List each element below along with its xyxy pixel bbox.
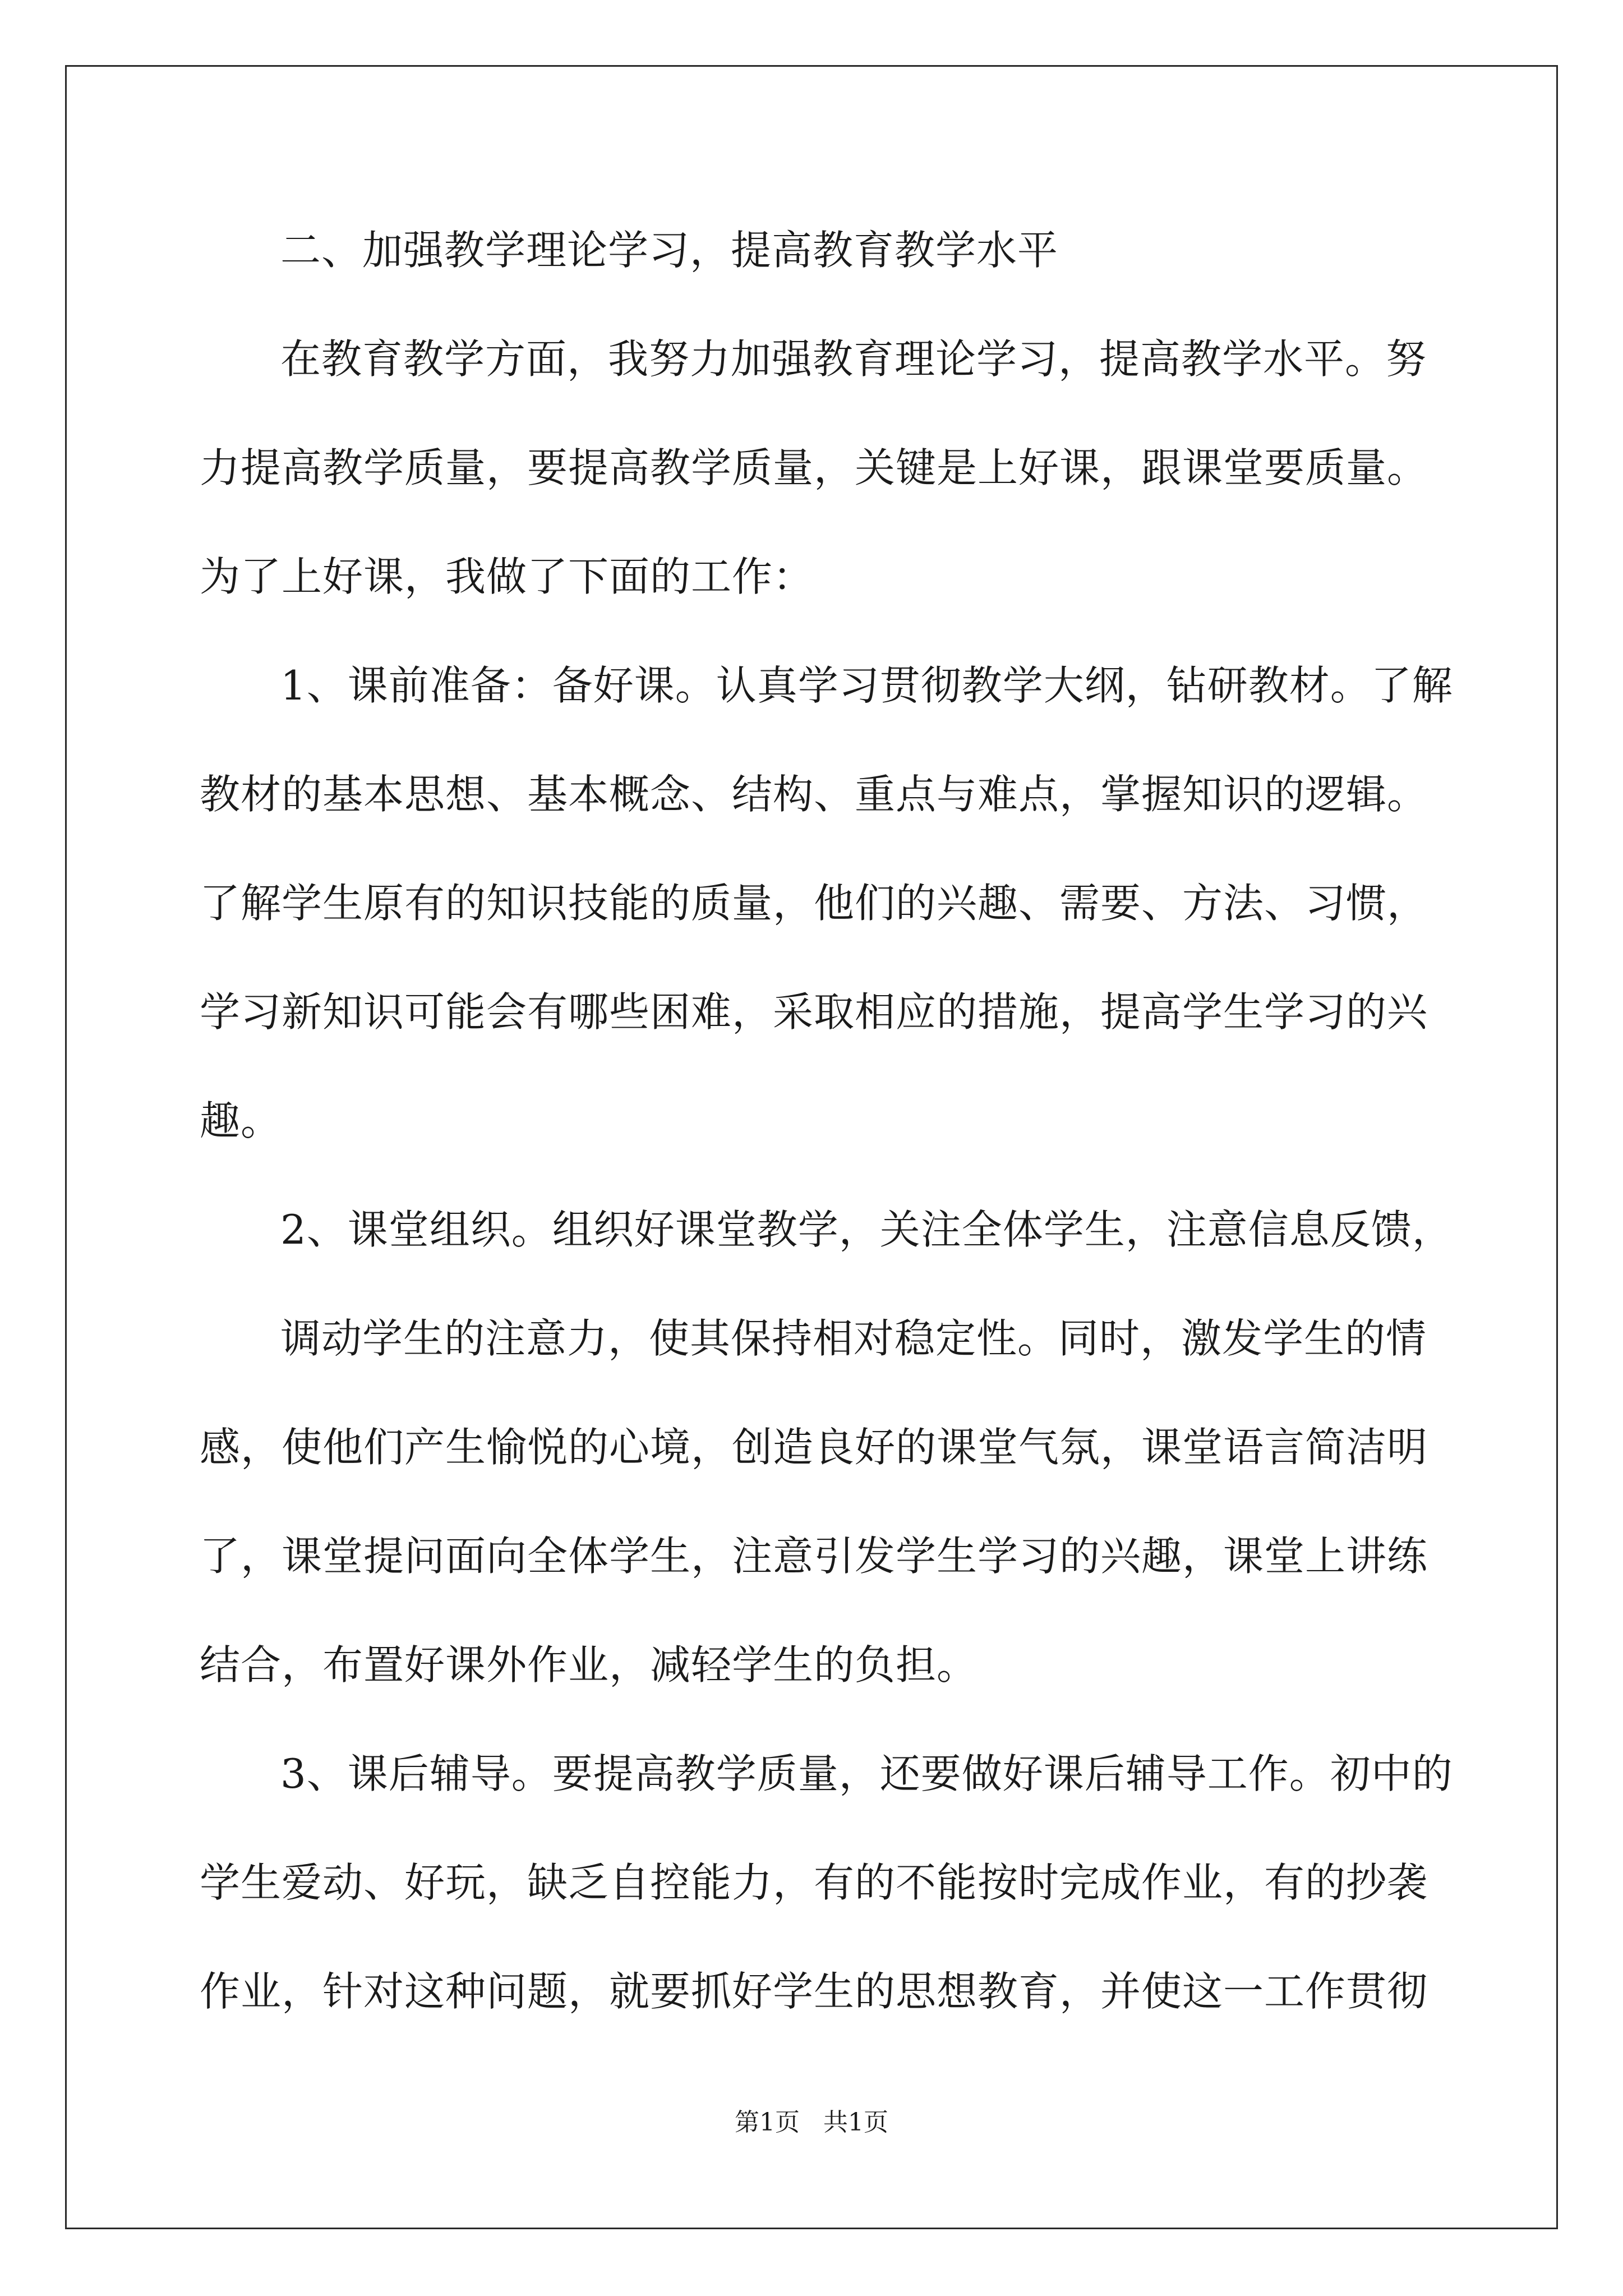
paragraph-line: 学习新知识可能会有哪些困难，采取相应的措施，提高学生学习的兴 xyxy=(200,988,1428,1036)
paragraph-line: 力提高教学质量，要提高教学质量，关键是上好课，跟课堂要质量。 xyxy=(200,444,1428,491)
paragraph-line: 2、课堂组织。组织好课堂教学，关注全体学生，注意信息反馈， xyxy=(280,1206,1453,1253)
paragraph-line: 了解学生原有的知识技能的质量，他们的兴趣、需要、方法、习惯， xyxy=(200,880,1428,927)
paragraph-line: 作业，针对这种问题，就要抓好学生的思想教育，并使这一工作贯彻 xyxy=(200,1968,1428,2015)
paragraph-line: 学生爱动、好玩，缺乏自控能力，有的不能按时完成作业，有的抄袭 xyxy=(200,1859,1428,1906)
paragraph-line: 结合，布置好课外作业，减轻学生的负担。 xyxy=(200,1641,978,1688)
paragraph-line: 在教育教学方面，我努力加强教育理论学习，提高教学水平。努 xyxy=(280,335,1427,383)
section-heading: 二、加强教学理论学习，提高教育教学水平 xyxy=(280,227,1059,274)
paragraph-line: 教材的基本思想、基本概念、结构、重点与难点，掌握知识的逻辑。 xyxy=(200,771,1428,818)
paragraph-line: 1、课前准备：备好课。认真学习贯彻教学大纲，钻研教材。了解 xyxy=(280,662,1453,709)
page-footer: 第1页 共1页 xyxy=(735,2108,888,2137)
paragraph-line: 感，使他们产生愉悦的心境，创造良好的课堂气氛，课堂语言简洁明 xyxy=(200,1424,1428,1471)
paragraph-line: 调动学生的注意力，使其保持相对稳定性。同时，激发学生的情 xyxy=(280,1315,1427,1362)
paragraph-line: 为了上好课，我做了下面的工作： xyxy=(200,553,814,600)
paragraph-line: 3、课后辅导。要提高教学质量，还要做好课后辅导工作。初中的 xyxy=(280,1750,1453,1797)
paragraph-line: 了，课堂提问面向全体学生，注意引发学生学习的兴趣，课堂上讲练 xyxy=(200,1533,1428,1580)
paragraph-line: 趣。 xyxy=(200,1097,282,1144)
